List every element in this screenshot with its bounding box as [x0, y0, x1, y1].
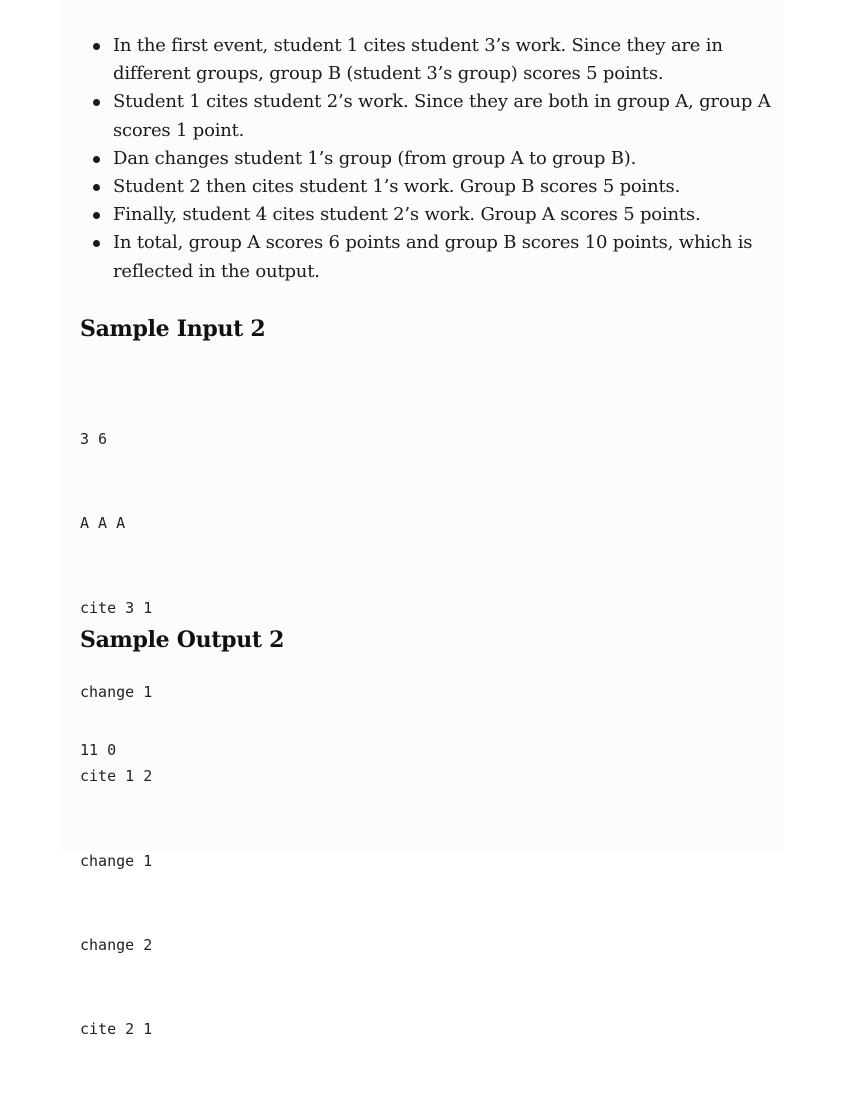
code-line: 3 6 [80, 430, 108, 449]
code-line: cite 1 2 [80, 767, 153, 786]
list-item [113, 145, 773, 173]
list-item-text: Dan changes student 1’s group (from group A to group B). [113, 147, 637, 169]
code-line: change 1 [80, 851, 153, 870]
bullet-icon [93, 240, 100, 247]
code-line: change 1 [80, 683, 153, 702]
document-page [58, 0, 784, 1039]
sample-input-2-heading: Sample Input 2 [80, 316, 266, 342]
list-item [113, 32, 773, 88]
list-item-text: In total, group A scores 6 points and group B scores 10 points, which is reflected in the output. [113, 232, 753, 282]
list-item [113, 229, 773, 285]
sample-output-2-heading: Sample Output 2 [80, 627, 285, 653]
bullet-icon [93, 156, 100, 163]
bullet-icon [93, 212, 100, 219]
code-line: 11 0 [80, 741, 117, 760]
sample-output-2-block [80, 680, 116, 820]
list-item [113, 173, 773, 201]
list-item-text: Finally, student 4 cites student 2’s work. Group A scores 5 points. [113, 204, 701, 226]
list-item-text: Student 2 then cites student 1’s work. Group B scores 5 points. [113, 176, 681, 198]
code-line: A A A [80, 514, 126, 533]
code-line: change 2 [80, 935, 153, 954]
list-item [113, 201, 773, 229]
bullet-icon [93, 43, 100, 50]
bullet-icon [93, 99, 100, 106]
code-line: cite 3 1 [80, 598, 153, 617]
list-item [113, 88, 773, 144]
list-item-text: In the first event, student 1 cites student 3’s work. Since they are in different groups, group B (student 3’s group) scores 5 points. [113, 35, 723, 85]
explanation-list [113, 32, 773, 286]
code-line: cite 2 1 [80, 1020, 153, 1039]
bullet-icon [93, 184, 100, 191]
list-item-text: Student 1 cites student 2’s work. Since they are both in group A, group A scores 1 point. [113, 91, 771, 141]
